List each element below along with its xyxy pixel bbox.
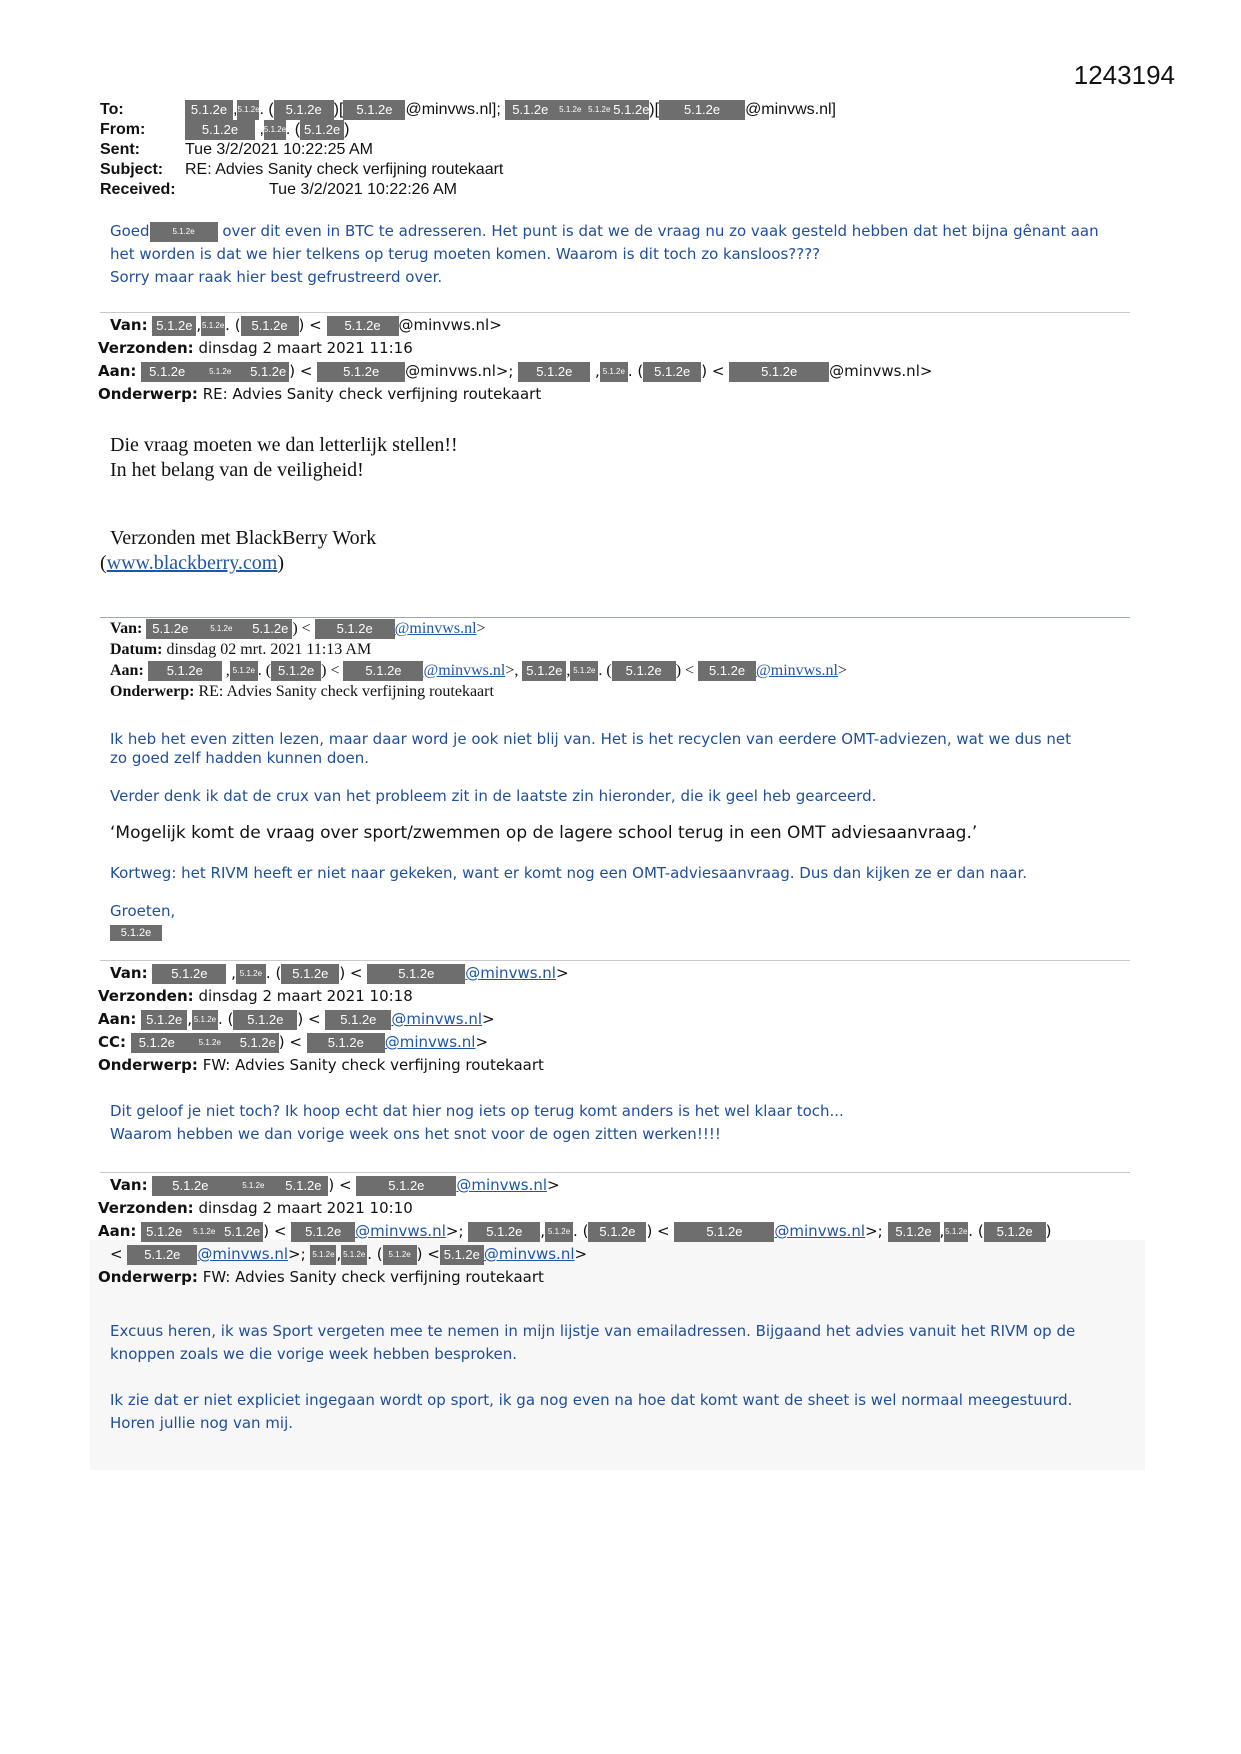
email-4-body — [110, 1100, 844, 1146]
email-4-header — [98, 962, 1133, 1077]
email-link[interactable]: @minvws.nl — [391, 1010, 483, 1028]
onderwerp-label: Onderwerp: — [98, 1056, 198, 1074]
redaction: 5.1.2e — [545, 1222, 573, 1242]
van-label: Van: — [110, 620, 143, 637]
cc-label: CC: — [98, 1033, 127, 1051]
onderwerp-value: FW: Advies Sanity check verfijning routekaart — [202, 1268, 544, 1286]
redaction: 5.1.2e — [315, 619, 395, 639]
onderwerp-value: RE: Advies Sanity check verfijning routekaart — [202, 385, 542, 403]
paren: ( — [100, 552, 107, 574]
redaction: 5.1.2e — [236, 964, 266, 984]
redaction: 5.1.2e — [233, 1010, 297, 1030]
datum-row — [110, 639, 1145, 660]
redaction: 5.1.2e — [152, 1176, 228, 1196]
redaction: 5.1.2e — [984, 1222, 1046, 1242]
email-2-signature — [100, 526, 377, 576]
email-domain: @minvws.nl> — [398, 316, 502, 334]
redaction: 5.1.2e — [291, 1222, 355, 1242]
text-fragment: over dit even in BTC te adresseren. Het punt is dat we de vraag nu zo vaak gesteld hebben dat het bijna gênant aan — [217, 222, 1099, 240]
aan-label: Aan: — [98, 1010, 137, 1028]
email-link[interactable]: @minvws.nl — [465, 964, 556, 982]
email-5-header — [98, 1174, 1133, 1289]
body-line: Waarom hebben we dan vorige week ons het snot voor de ogen zitten werken!!!! — [110, 1125, 721, 1143]
van-label: Van: — [110, 1176, 148, 1194]
email-link[interactable]: @minvws.nl — [355, 1222, 446, 1240]
message-1-line-2: het worden is dat we hier telkens op terug moeten komen. Waarom is dit toch zo kansloos???? — [110, 245, 821, 263]
email-link[interactable]: @minvws.nl — [197, 1245, 289, 1263]
redaction: 5.1.2e — [201, 316, 225, 336]
redaction: 5.1.2e — [613, 100, 649, 120]
redaction: 5.1.2e — [264, 120, 286, 140]
redaction: 5.1.2e — [146, 619, 194, 639]
document-number: 1243194 — [1073, 60, 1175, 90]
redaction: 5.1.2e — [185, 100, 233, 120]
redaction: 5.1.2e — [325, 1010, 391, 1030]
greeting: Groeten, — [110, 902, 176, 920]
verzonden-row — [98, 337, 1133, 360]
redaction: 5.1.2e — [185, 120, 255, 140]
redaction: 5.1.2e — [307, 1033, 385, 1053]
datum-value: dinsdag 02 mrt. 2021 11:13 AM — [166, 641, 372, 658]
body-line: Dit geloof je niet toch? Ik hoop echt dat hier nog iets op terug komt anders is het wel klaar toch... — [110, 1102, 844, 1120]
redaction: 5.1.2e — [150, 222, 218, 242]
email-3-para-1 — [110, 730, 1071, 768]
email-3-para-2: Verder denk ik dat de crux van het probleem zit in de laatste zin hieronder, die ik geel heb gearceerd. — [110, 787, 877, 805]
email-domain: @minvws.nl] — [745, 101, 836, 119]
email-3-quote: ‘Mogelijk komt de vraag over sport/zwemmen op de lagere school terug in een OMT adviesaanvraag.’ — [110, 823, 978, 843]
redaction: 5.1.2e — [148, 661, 222, 681]
redaction: 5.1.2e — [152, 316, 196, 336]
verzonden-value: dinsdag 2 maart 2021 10:10 — [198, 1199, 413, 1217]
received-value: Tue 3/2/2021 10:22:26 AM — [269, 181, 457, 198]
received-row — [100, 180, 836, 200]
sent-row — [100, 140, 836, 160]
email-3-greeting — [110, 900, 175, 944]
email-link[interactable]: @minvws.nl — [384, 1033, 476, 1051]
email-link[interactable]: @minvws.nl — [456, 1176, 548, 1194]
body-line: Excuus heren, ik was Sport vergeten mee te nemen in mijn lijstje van emailadressen. Bijgaand het advies vanuit het RIVM op de — [110, 1322, 1076, 1340]
redaction: 5.1.2e — [281, 964, 339, 984]
aan-label: Aan: — [98, 1222, 137, 1240]
message-1-line-3: Sorry maar raak hier best gefrustreerd over. — [110, 268, 443, 286]
from-label: From: — [100, 121, 146, 139]
redaction: 5.1.2e — [698, 661, 756, 681]
email-5-para-2 — [110, 1389, 1072, 1435]
redaction: 5.1.2e — [278, 1176, 328, 1196]
redaction: 5.1.2e — [440, 1245, 484, 1265]
redaction: 5.1.2e — [310, 1245, 336, 1265]
redaction: 5.1.2e — [110, 925, 162, 941]
redaction: 5.1.2e — [343, 100, 405, 120]
redaction: 5.1.2e — [248, 619, 292, 639]
redaction: 5.1.2e — [729, 362, 829, 382]
datum-label: Datum: — [110, 641, 163, 658]
redaction: 5.1.2e — [274, 100, 334, 120]
aan-label: Aan: — [110, 662, 144, 679]
verzonden-row — [98, 985, 1133, 1008]
redaction: 5.1.2e — [237, 1033, 279, 1053]
redaction: 5.1.2e — [468, 1222, 540, 1242]
redaction: 5.1.2e — [356, 1176, 456, 1196]
onderwerp-label: Onderwerp: — [98, 1268, 198, 1286]
blackberry-link[interactable]: www.blackberry.com — [106, 552, 278, 574]
divider — [100, 1172, 1130, 1173]
email-3-para-3: Kortweg: het RIVM heeft er niet naar gekeken, want er komt nog een OMT-adviesaanvraag. Dus dan kijken ze er dan naar. — [110, 864, 1028, 882]
onderwerp-row — [110, 681, 1145, 702]
redaction: 5.1.2e — [194, 619, 248, 639]
email-3-header — [98, 618, 1145, 702]
redaction: 5.1.2e — [271, 661, 321, 681]
email-2-header — [98, 314, 1133, 406]
redaction: 5.1.2e — [341, 1245, 367, 1265]
redaction: 5.1.2e — [643, 362, 701, 382]
text-fragment: Goed — [110, 222, 150, 240]
van-label: Van: — [110, 964, 148, 982]
top-email-header — [100, 100, 836, 200]
onderwerp-row — [98, 383, 1133, 406]
email-link[interactable]: @minvws.nl — [483, 1245, 575, 1263]
verzonden-value: dinsdag 2 maart 2021 11:16 — [198, 339, 413, 357]
email-domain: @minvws.nl> — [829, 362, 933, 380]
redaction: 5.1.2e — [612, 661, 676, 681]
redaction: 5.1.2e — [183, 1033, 237, 1053]
onderwerp-label: Onderwerp: — [110, 683, 195, 700]
aan-row: Aan: 5.1.2e , 5.1.2e . ( 5.1.2e ) < 5.1.2e @minvws.nl>, 5.1.2e , 5.1.2e . ( 5.1.2e ) < 5.1.2e @minvws.nl> — [110, 660, 1145, 681]
body-line: Horen jullie nog van mij. — [110, 1414, 294, 1432]
message-1-line-1 — [110, 220, 1099, 243]
subject-row — [100, 160, 836, 180]
email-domain: @minvws.nl]; — [405, 101, 501, 119]
verzonden-label: Verzonden: — [98, 1199, 194, 1217]
redaction: 5.1.2e — [888, 1222, 940, 1242]
aan-row: Aan: 5.1.2e 5.1.2e 5.1.2e ) < 5.1.2e @minvws.nl>; 5.1.2e , 5.1.2e . ( 5.1.2e ) < 5.1.2e @minvws.nl>; 5.1.2e ,5.1.2e. ( 5.1.2e ) — [98, 1222, 1052, 1240]
redaction: 5.1.2e — [300, 120, 344, 140]
redaction: 5.1.2e — [944, 1222, 968, 1242]
redaction: 5.1.2e — [383, 1245, 417, 1265]
onderwerp-row — [98, 1266, 1133, 1289]
verzonden-label: Verzonden: — [98, 339, 194, 357]
email-link[interactable]: @minvws.nl — [774, 1222, 866, 1240]
email-link[interactable]: @minvws.nl — [756, 662, 838, 679]
redaction: 5.1.2e — [152, 964, 226, 984]
redaction: 5.1.2e — [241, 316, 299, 336]
email-domain: @minvws.nl>; — [405, 362, 514, 380]
redaction: 5.1.2e — [588, 1222, 646, 1242]
redaction: 5.1.2e — [141, 362, 193, 382]
aan-label: Aan: — [98, 362, 137, 380]
redaction: 5.1.2e — [228, 1176, 278, 1196]
divider — [100, 960, 1130, 961]
onderwerp-value: RE: Advies Sanity check verfijning routekaart — [198, 683, 494, 700]
redaction: 5.1.2e — [127, 1245, 197, 1265]
para-line: Ik heb het even zitten lezen, maar daar word je ook niet blij van. Het is het recyclen van eerdere OMT-adviezen, wat we dus net — [110, 730, 1071, 748]
redaction: 5.1.2e — [237, 100, 259, 120]
aan-row: Aan: 5.1.2e , 5.1.2e . ( 5.1.2e ) < 5.1.2e @minvws.nl> — [98, 1010, 495, 1028]
signature-line: Verzonden met BlackBerry Work — [110, 527, 377, 549]
van-label: Van: — [110, 316, 148, 334]
redaction: 5.1.2e — [674, 1222, 774, 1242]
redaction: 5.1.2e — [327, 316, 399, 336]
redaction: 5.1.2e — [221, 1222, 263, 1242]
van-row: Van: 5.1.2e ,5.1.2e. ( 5.1.2e ) < 5.1.2e @minvws.nl> — [110, 316, 502, 334]
van-row: Van: 5.1.2e , 5.1.2e . ( 5.1.2e ) < 5.1.2e @minvws.nl> — [110, 964, 569, 982]
body-line: knoppen zoals we die vorige week hebben besproken. — [110, 1345, 517, 1363]
redaction: 5.1.2e — [230, 661, 258, 681]
redaction: 5.1.2e — [343, 661, 423, 681]
divider — [100, 312, 1130, 313]
subject-value: RE: Advies Sanity check verfijning routekaart — [185, 161, 504, 178]
body-line: Ik zie dat er niet expliciet ingegaan wordt op sport, ik ga nog even na hoe dat komt want de sheet is wel normaal meegestuurd. — [110, 1391, 1073, 1409]
redaction: 5.1.2e — [141, 1222, 187, 1242]
onderwerp-row — [98, 1054, 1133, 1077]
to-row: To: 5.1.2e ,5.1.2e. ( 5.1.2e )[ 5.1.2e @minvws.nl]; 5.1.2e 5.1.2e 5.1.2e 5.1.2e)[ 5.1.2e @minvws.nl] — [100, 101, 836, 119]
from-row: From: 5.1.2e ,5.1.2e. ( 5.1.2e ) — [100, 121, 350, 139]
verzonden-row — [98, 1197, 1133, 1220]
redaction: 5.1.2e — [187, 1222, 221, 1242]
redaction: 5.1.2e — [570, 661, 598, 681]
message-1-body — [110, 220, 1099, 289]
signature-link-line — [100, 551, 376, 576]
redaction: 5.1.2e — [518, 362, 590, 382]
redaction: 5.1.2e — [317, 362, 405, 382]
email-link[interactable]: @minvws.nl — [423, 662, 506, 679]
redaction: 5.1.2e — [505, 100, 555, 120]
redaction: 5.1.2e — [555, 100, 585, 120]
received-label: Received: — [100, 181, 176, 198]
paren: ) — [277, 552, 285, 574]
cc-row: CC: 5.1.2e 5.1.2e 5.1.2e ) < 5.1.2e @minvws.nl> — [98, 1033, 489, 1051]
van-row: Van: 5.1.2e 5.1.2e 5.1.2e ) < 5.1.2e @minvws.nl> — [110, 618, 1145, 639]
verzonden-value: dinsdag 2 maart 2021 10:18 — [198, 987, 413, 1005]
email-2-body — [110, 433, 458, 483]
email-link[interactable]: @minvws.nl — [394, 620, 477, 637]
subject-label: Subject: — [100, 161, 164, 178]
onderwerp-value: FW: Advies Sanity check verfijning routekaart — [202, 1056, 544, 1074]
redaction: 5.1.2e — [600, 362, 628, 382]
redaction: 5.1.2e — [247, 362, 289, 382]
sent-label: Sent: — [100, 141, 140, 158]
onderwerp-label: Onderwerp: — [98, 385, 198, 403]
redaction: 5.1.2e — [192, 1010, 218, 1030]
aan-row: Aan: 5.1.2e 5.1.2e 5.1.2e ) < 5.1.2e @minvws.nl>; 5.1.2e , 5.1.2e . ( 5.1.2e ) < 5.1.2e @minvws.nl> — [98, 362, 933, 380]
verzonden-label: Verzonden: — [98, 987, 194, 1005]
van-row: Van: 5.1.2e 5.1.2e 5.1.2e ) < 5.1.2e @minvws.nl> — [110, 1176, 560, 1194]
redaction: 5.1.2e — [367, 964, 465, 984]
redaction: 5.1.2e — [522, 661, 566, 681]
aan-row-continued: < 5.1.2e @minvws.nl>; 5.1.2e , 5.1.2e . ( 5.1.2e ) < 5.1.2e @minvws.nl> — [110, 1245, 588, 1263]
redaction: 5.1.2e — [585, 100, 613, 120]
email-2-line-1: Die vraag moeten we dan letterlijk stellen!! — [110, 434, 458, 456]
sent-value: Tue 3/2/2021 10:22:25 AM — [185, 141, 373, 158]
email-5-para-1 — [110, 1320, 1075, 1366]
redaction: 5.1.2e — [131, 1033, 183, 1053]
redaction: 5.1.2e — [193, 362, 247, 382]
redaction: 5.1.2e — [141, 1010, 187, 1030]
to-label: To: — [100, 101, 124, 119]
para-line: zo goed zelf hadden kunnen doen. — [110, 749, 370, 767]
email-2-line-2: In het belang van de veiligheid! — [110, 459, 364, 481]
redaction: 5.1.2e — [659, 100, 745, 120]
